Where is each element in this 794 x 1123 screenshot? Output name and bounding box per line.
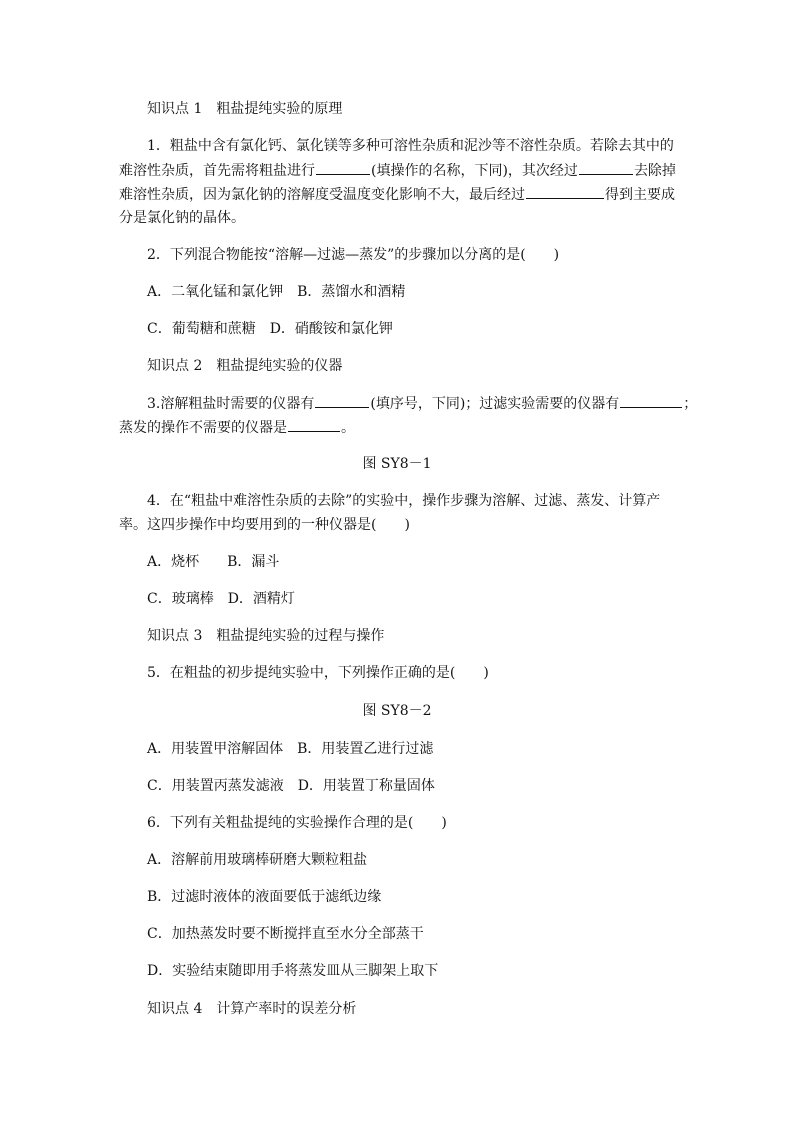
- q1-line3: [119, 184, 679, 205]
- section-heading-2: 知识点 2 粗盐提纯实验的仪器: [147, 358, 343, 374]
- q3-blank-1: [315, 393, 369, 408]
- q3-line1-a: 3.溶解粗盐时需要的仪器有: [147, 396, 315, 412]
- q3-line2: [119, 417, 679, 438]
- q4-options-ab: A．烧杯 B．漏斗: [147, 554, 280, 570]
- section-heading-1: 知识点 1 粗盐提纯实验的原理: [147, 101, 343, 117]
- q1-blank-3: [526, 184, 604, 199]
- q4-line1: 4．在“粗盐中难溶性杂质的去除”的实验中，操作步骤为溶解、过滤、蒸发、计算产: [147, 493, 661, 509]
- q4-line2: 率。这四步操作中均要用到的一种仪器是( ): [119, 517, 410, 533]
- section-heading-3: 知识点 3 粗盐提纯实验的过程与操作: [147, 628, 385, 644]
- section-heading-4: 知识点 4 计算产率时的误差分析: [147, 1001, 357, 1017]
- q3-line2-b: 。: [341, 420, 355, 436]
- q1-line4: 分是氯化钠的晶体。: [119, 210, 245, 226]
- q6-option-c: C．加热蒸发时要不断搅拌直至水分全部蒸干: [147, 926, 424, 942]
- figure-caption-sy8-1: 图 SY8－1: [362, 456, 432, 472]
- q1-line3-b: 得到主要成: [605, 187, 675, 203]
- q6-stem: 6．下列有关粗盐提纯的实验操作合理的是( ): [147, 815, 447, 831]
- q1-line3-a: 难溶性杂质，因为氯化钠的溶解度受温度变化影响不大，最后经过: [119, 187, 525, 203]
- q2-options-ab: A．二氧化锰和氯化钾 B．蒸馏水和酒精: [147, 284, 406, 300]
- q6-option-d: D．实验结束随即用手将蒸发皿从三脚架上取下: [147, 963, 439, 979]
- q1-line1: 1．粗盐中含有氯化钙、氯化镁等多种可溶性杂质和泥沙等不溶性杂质。若除去其中的: [147, 138, 674, 154]
- q2-options-cd: C．葡萄糖和蔗糖 D．硝酸铵和氯化钾: [147, 321, 393, 337]
- q5-options-cd: C．用装置丙蒸发滤液 D．用装置丁称量固体: [147, 778, 435, 794]
- q3-line1-b: (填序号，下同)；过滤实验需要的仪器有: [370, 396, 620, 412]
- figure-caption-sy8-2: 图 SY8－2: [362, 703, 432, 719]
- q1-line2: [119, 160, 679, 181]
- q4-options-cd: C．玻璃棒 D．酒精灯: [147, 591, 295, 607]
- q6-option-b: B．过滤时液体的液面要低于滤纸边缘: [147, 889, 382, 905]
- q5-stem: 5．在粗盐的初步提纯实验中，下列操作正确的是( ): [147, 665, 489, 681]
- q1-line2-b: (填操作的名称，下同)，其次经过: [371, 163, 578, 179]
- q3-blank-3: [288, 417, 340, 432]
- q3-line1: [147, 393, 707, 414]
- q2-stem: 2．下列混合物能按“溶解—过滤—蒸发”的步骤加以分离的是( ): [147, 247, 560, 263]
- q6-option-a: A．溶解前用玻璃棒研磨大颗粒粗盐: [147, 852, 368, 868]
- q1-blank-2: [579, 160, 633, 175]
- q1-line2-a: 难溶性杂质，首先需将粗盐进行: [119, 163, 315, 179]
- q3-line2-a: 蒸发的操作不需要的仪器是: [119, 420, 287, 436]
- q3-line1-c: ；: [683, 396, 698, 412]
- q3-blank-2: [620, 393, 682, 408]
- q1-line2-c: 去除掉: [633, 163, 676, 179]
- q5-options-ab: A．用装置甲溶解固体 B．用装置乙进行过滤: [147, 741, 434, 757]
- q1-blank-1: [316, 160, 370, 175]
